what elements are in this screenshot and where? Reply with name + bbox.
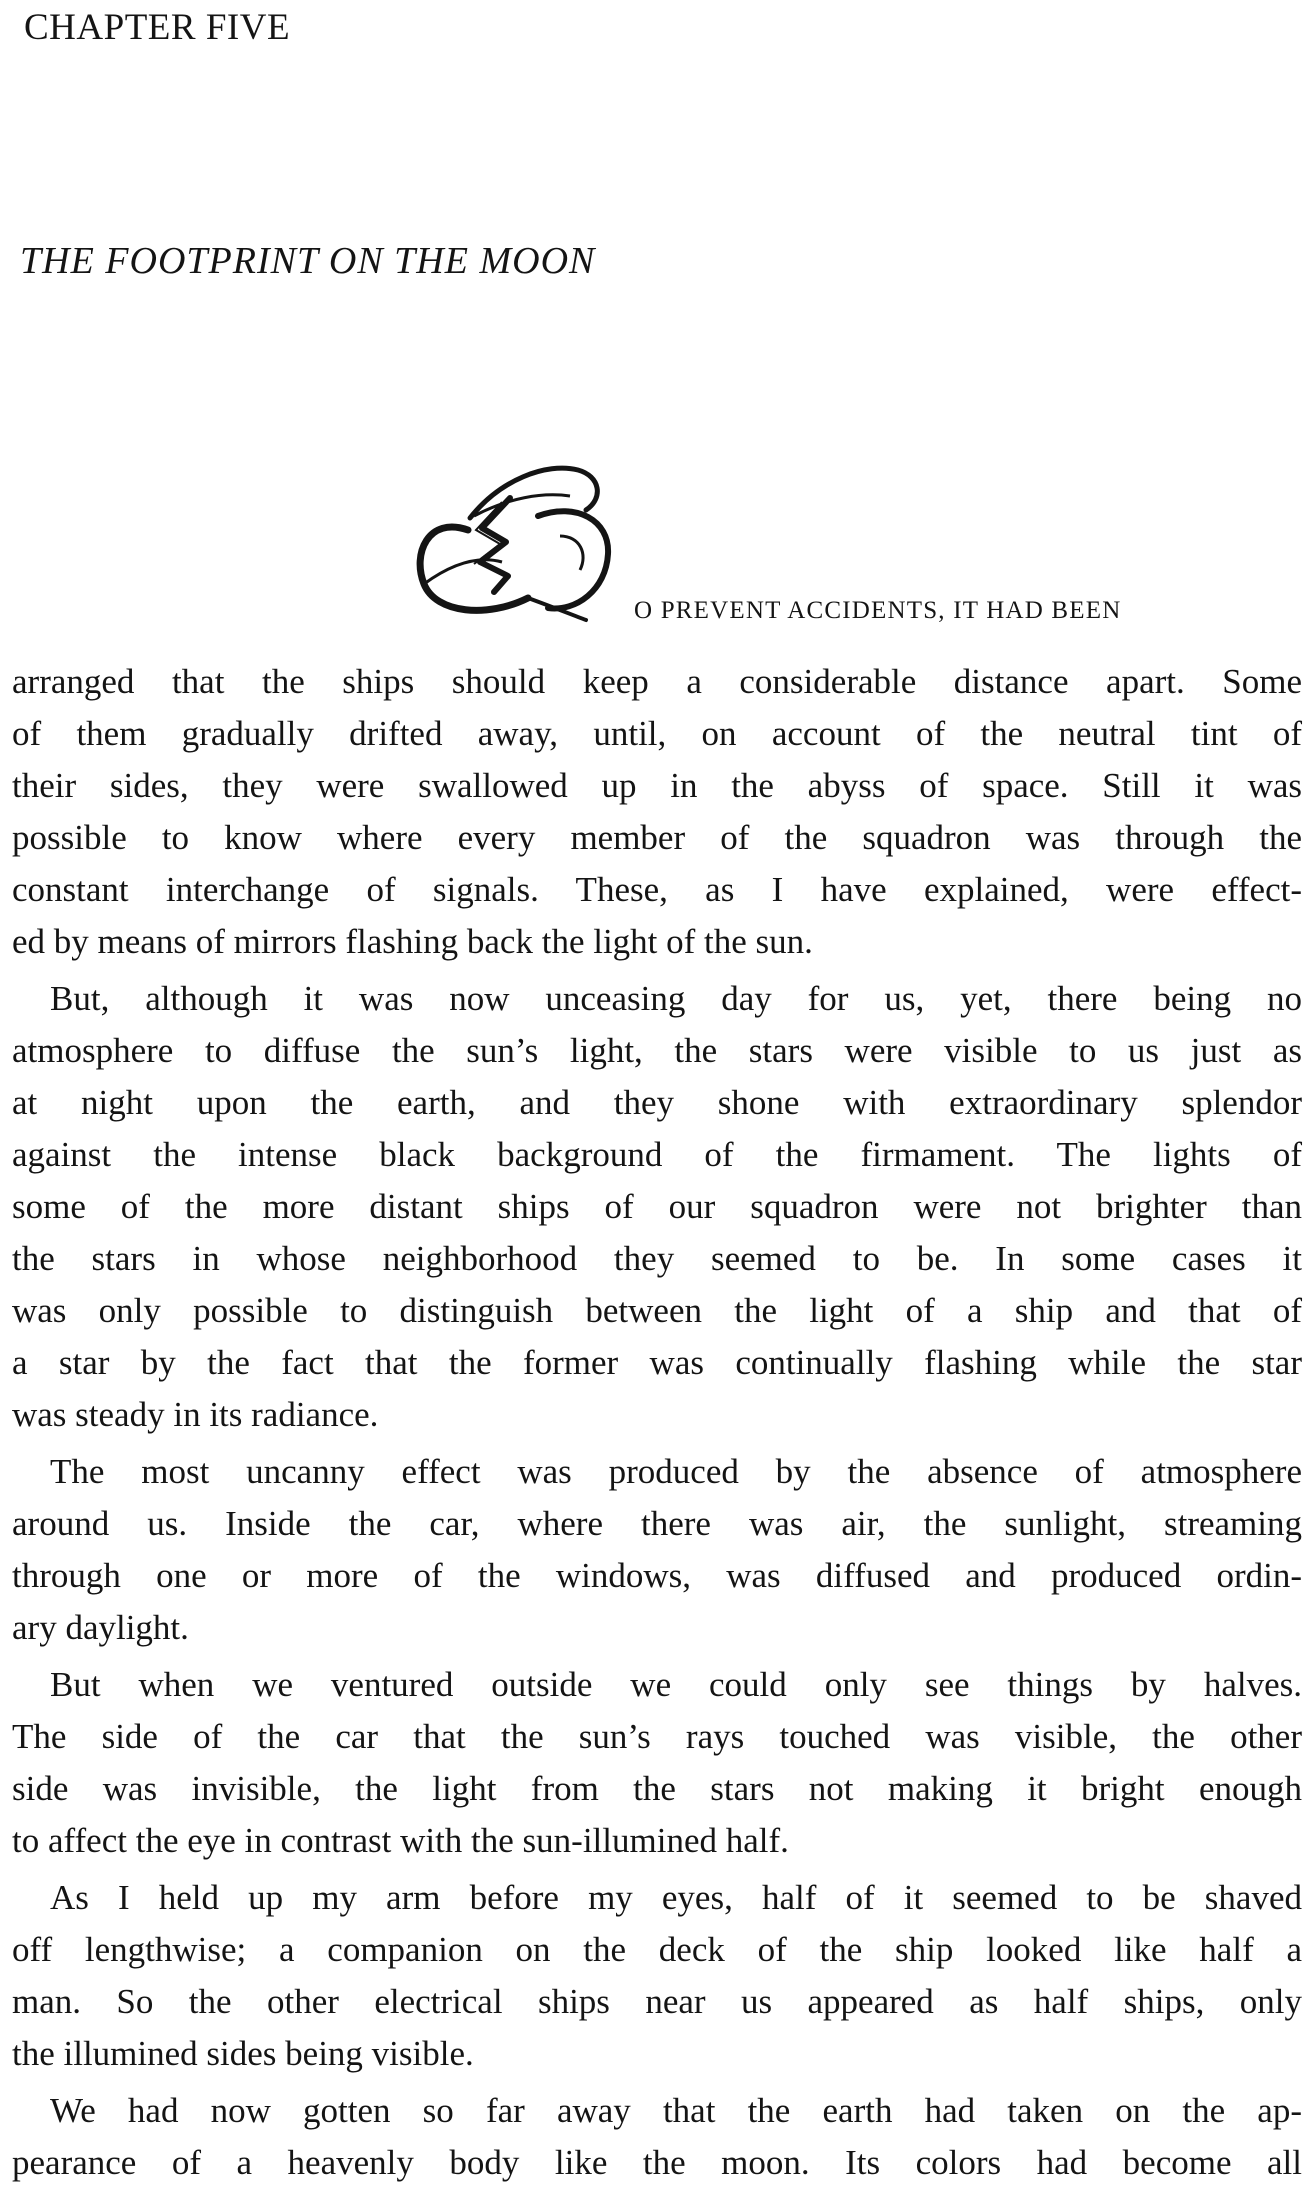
paragraph-1: [12, 656, 1302, 968]
text-line: of them gradually drifted away, until, on account of the neutral tint of: [12, 714, 1302, 753]
text-line: off lengthwise; a companion on the deck of the ship looked like half a: [12, 1930, 1302, 1969]
text-line: possible to know where every member of the squadron was through the: [12, 818, 1302, 857]
text-line: at night upon the earth, and they shone with extraordinary splendor: [12, 1083, 1302, 1122]
text-line: some of the more distant ships of our squadron were not brighter than: [12, 1187, 1302, 1226]
text-line: was steady in its radiance.: [12, 1395, 379, 1434]
text-line: But when we ventured outside we could only see things by halves.: [50, 1665, 1302, 1704]
text-line: ary daylight.: [12, 1608, 189, 1647]
text-line: was only possible to distinguish between the light of a ship and that of: [12, 1291, 1302, 1330]
decorative-dropcap: [410, 458, 620, 628]
paragraph-5: [12, 1872, 1302, 2080]
text-line: the illumined sides being visible.: [12, 2034, 474, 2073]
chapter-label: CHAPTER FIVE: [24, 7, 291, 48]
text-line: The side of the car that the sun’s rays touched was visible, the other: [12, 1717, 1302, 1756]
paragraph-2: [12, 973, 1302, 1441]
text-line: a star by the fact that the former was continually flashing while the star: [12, 1343, 1302, 1382]
body-text: [12, 656, 1302, 2194]
text-line: through one or more of the windows, was diffused and produced ordin-: [12, 1556, 1302, 1595]
text-line: around us. Inside the car, where there was air, the sunlight, streaming: [12, 1504, 1302, 1543]
text-line: But, although it was now unceasing day for us, yet, there being no: [50, 979, 1302, 1018]
opening-small-caps: O PREVENT ACCIDENTS, IT HAD BEEN: [634, 597, 1122, 624]
paragraph-4: [12, 1659, 1302, 1867]
text-line: We had now gotten so far away that the earth had taken on the ap-: [50, 2091, 1302, 2130]
text-line: the stars in whose neighborhood they seemed to be. In some cases it: [12, 1239, 1302, 1278]
chapter-title: THE FOOTPRINT ON THE MOON: [20, 240, 596, 282]
text-line: constant interchange of signals. These, as I have explained, were effect-: [12, 870, 1302, 909]
text-line: their sides, they were swallowed up in the abyss of space. Still it was: [12, 766, 1302, 805]
text-line: pearance of a heavenly body like the moon. Its colors had become all: [12, 2143, 1302, 2182]
text-line: against the intense black background of the firmament. The lights of: [12, 1135, 1302, 1174]
text-line: arranged that the ships should keep a considerable distance apart. Some: [12, 662, 1302, 701]
text-line: As I held up my arm before my eyes, half of it seemed to be shaved: [50, 1878, 1302, 1917]
paragraph-3: [12, 1446, 1302, 1654]
text-line: side was invisible, the light from the stars not making it bright enough: [12, 1769, 1302, 1808]
paragraph-6: [12, 2085, 1302, 2189]
text-line: The most uncanny effect was produced by the absence of atmosphere: [50, 1452, 1302, 1491]
text-line: man. So the other electrical ships near us appeared as half ships, only: [12, 1982, 1302, 2021]
text-line: ed by means of mirrors flashing back the light of the sun.: [12, 922, 813, 961]
text-line: to affect the eye in contrast with the sun-illumined half.: [12, 1821, 789, 1860]
text-line: atmosphere to diffuse the sun’s light, the stars were visible to us just as: [12, 1031, 1302, 1070]
